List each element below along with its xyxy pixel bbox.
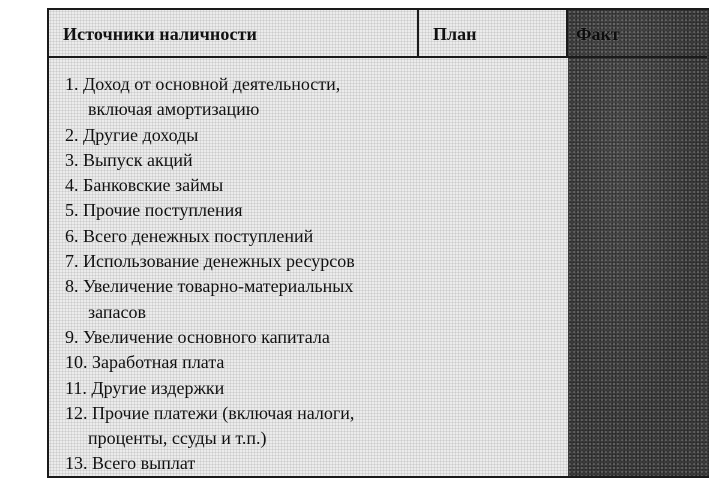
list-item xyxy=(65,401,355,452)
list-item xyxy=(65,148,355,173)
sources-list xyxy=(65,72,355,477)
fact-column-shaded xyxy=(568,10,709,476)
list-item xyxy=(65,451,355,476)
header-fact: Факт xyxy=(576,24,620,44)
list-item-text: 11. Другие издержки xyxy=(65,377,225,398)
list-item xyxy=(65,350,355,375)
list-item-text: 8. Увеличение товарно-материальных xyxy=(65,276,354,297)
header-sources: Источники наличности xyxy=(63,24,257,44)
list-item xyxy=(65,173,355,198)
list-item xyxy=(65,249,355,274)
list-item-text: 7. Использование денежных ресурсов xyxy=(65,251,355,272)
list-item xyxy=(65,274,355,325)
list-item-text: 5. Прочие поступления xyxy=(65,200,243,221)
list-item xyxy=(65,198,355,223)
list-item-text: 10. Заработная плата xyxy=(65,352,225,373)
list-item-text: 2. Другие доходы xyxy=(65,124,199,145)
list-item-text-continued: проценты, ссуды и т.п.) xyxy=(88,428,267,449)
list-item xyxy=(65,72,355,123)
list-item xyxy=(65,325,355,350)
table-header-row xyxy=(49,10,707,58)
list-item-text: 3. Выпуск акций xyxy=(65,149,193,170)
list-item-text: 4. Банковские займы xyxy=(65,175,224,196)
list-item-text: 1. Доход от основной деятельности, xyxy=(65,74,341,94)
list-item-text: 9. Увеличение основного капитала xyxy=(65,326,330,347)
list-item-text: 13. Всего выплат xyxy=(65,453,196,474)
list-item-text-continued: запасов xyxy=(88,301,146,322)
cash-sources-table xyxy=(47,8,709,478)
list-item xyxy=(65,123,355,148)
column-divider xyxy=(417,10,419,56)
list-item xyxy=(65,224,355,249)
list-item-text: 6. Всего денежных поступлений xyxy=(65,225,314,246)
list-item xyxy=(65,376,355,401)
column-divider xyxy=(566,10,568,56)
header-plan: План xyxy=(433,24,477,44)
list-item-text-continued: включая амортизацию xyxy=(88,99,260,120)
list-item-text: 12. Прочие платежи (включая налоги, xyxy=(65,402,355,423)
